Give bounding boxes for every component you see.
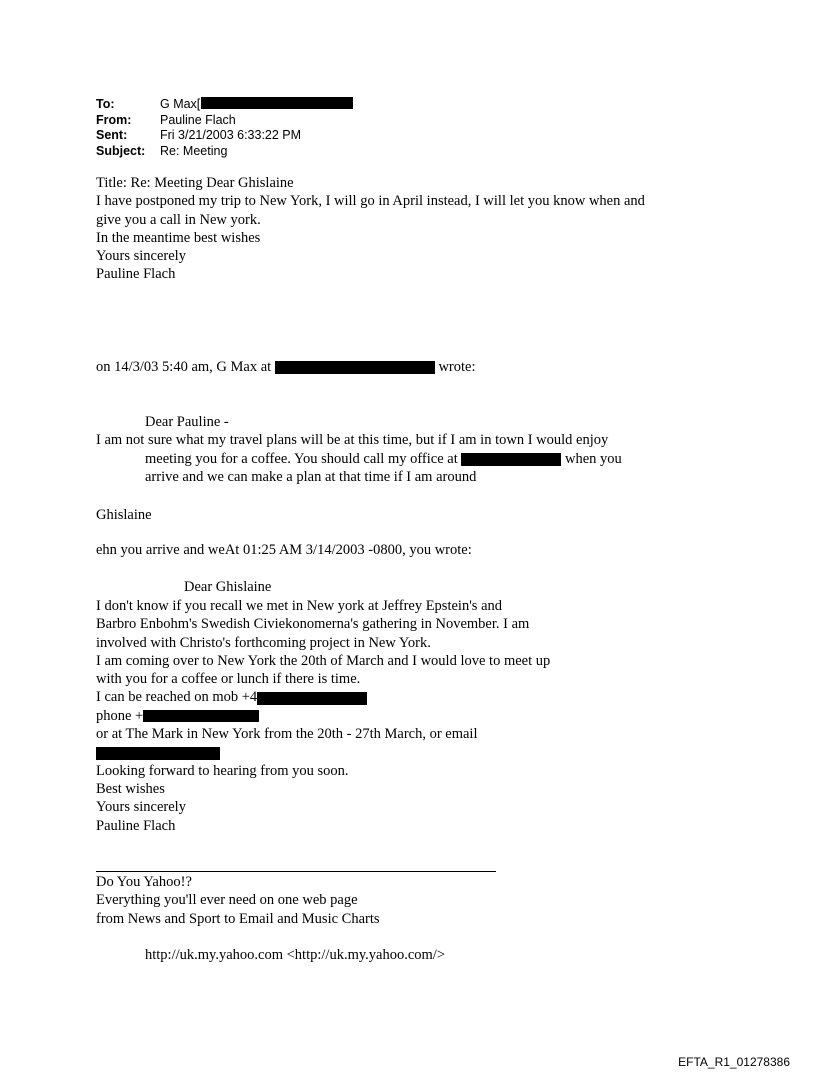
sent-row [96, 128, 353, 144]
yahoo-link: http://uk.my.yahoo.com <http://uk.my.yahoo.com/> [145, 947, 446, 963]
to-value: G Max[ [160, 97, 201, 111]
yahoo-block [96, 873, 380, 928]
quote2-phone-line: phone + [96, 707, 550, 725]
quote1-greeting: Dear Pauline - [145, 414, 229, 430]
sent-value: Fri 3/21/2003 6:33:22 PM [160, 128, 302, 142]
quote2-mob-line: I can be reached on mob +4 [96, 688, 550, 706]
from-value: Pauline Flach [160, 112, 236, 127]
subject-value: Re: Meeting [160, 143, 228, 158]
quote1-line: meeting you for a coffee. You should call my office at when you [145, 451, 622, 467]
subject-row [96, 144, 353, 160]
reply-line: Yours sincerely [96, 248, 186, 265]
yahoo-line: Everything you'll ever need on one web page [96, 892, 358, 909]
quote2-line: Pauline Flach [96, 817, 176, 834]
quote2-line: Barbro Enbohm's Swedish Civiekonomerna's gathering in November. I am [96, 616, 530, 633]
quote1-line: I am not sure what my travel plans will be at this time, but if I am in town I would enjoy [96, 432, 609, 448]
from-row [96, 113, 353, 129]
sent-label: Sent: [96, 128, 128, 142]
reply-line: I have postponed my trip to New York, I will go in April instead, I will let you know when and [96, 193, 645, 210]
quote2-line: Yours sincerely [96, 799, 186, 816]
quote2-line: with you for a coffee or lunch if there is time. [96, 671, 361, 688]
to-row [96, 97, 353, 113]
reply-line: In the meantime best wishes [96, 229, 261, 246]
quote2-line: I don't know if you recall we met in New york at Jeffrey Epstein's and [96, 598, 503, 614]
to-label: To: [96, 97, 115, 111]
from-label: From: [96, 112, 132, 127]
reply-line: Pauline Flach [96, 266, 176, 283]
quote1-line: arrive and we can make a plan at that time if I am around [145, 469, 477, 485]
reply-body [96, 174, 645, 284]
subject-label: Subject: [96, 143, 146, 158]
redaction-bar [461, 453, 561, 466]
reply-line: give you a call in New york. [96, 211, 261, 228]
quote2-line: Looking forward to hearing from you soon. [96, 762, 349, 779]
redaction-bar [96, 747, 220, 760]
divider [96, 871, 496, 872]
quote2-line: I am coming over to New York the 20th of March and I would love to meet up [96, 652, 551, 669]
redaction-bar [275, 361, 435, 374]
email-header [96, 97, 353, 159]
quote2-body [96, 597, 550, 835]
quote2-line: Best wishes [96, 780, 165, 797]
quote2-line: or at The Mark in New York from the 20th - 27th March, or email [96, 726, 478, 743]
redaction-bar [143, 710, 259, 722]
quote2-email-line [96, 743, 550, 761]
document-id: EFTA_R1_01278386 [678, 1055, 790, 1069]
redaction-bar [257, 692, 367, 705]
yahoo-line: from News and Sport to Email and Music Charts [96, 910, 380, 927]
quote1-attribution: on 14/3/03 5:40 am, G Max at wrote: [96, 359, 476, 375]
quote2-line: involved with Christo's forthcoming project in New York. [96, 634, 431, 651]
quote2-attribution: ehn you arrive and weAt 01:25 AM 3/14/2003 -0800, you wrote: [96, 542, 472, 558]
quote2-greeting: Dear Ghislaine [184, 579, 272, 595]
reply-line: Title: Re: Meeting Dear Ghislaine [96, 175, 294, 191]
redaction-bar [201, 97, 353, 109]
quote1-signature: Ghislaine [96, 507, 152, 523]
yahoo-line: Do You Yahoo!? [96, 874, 192, 890]
